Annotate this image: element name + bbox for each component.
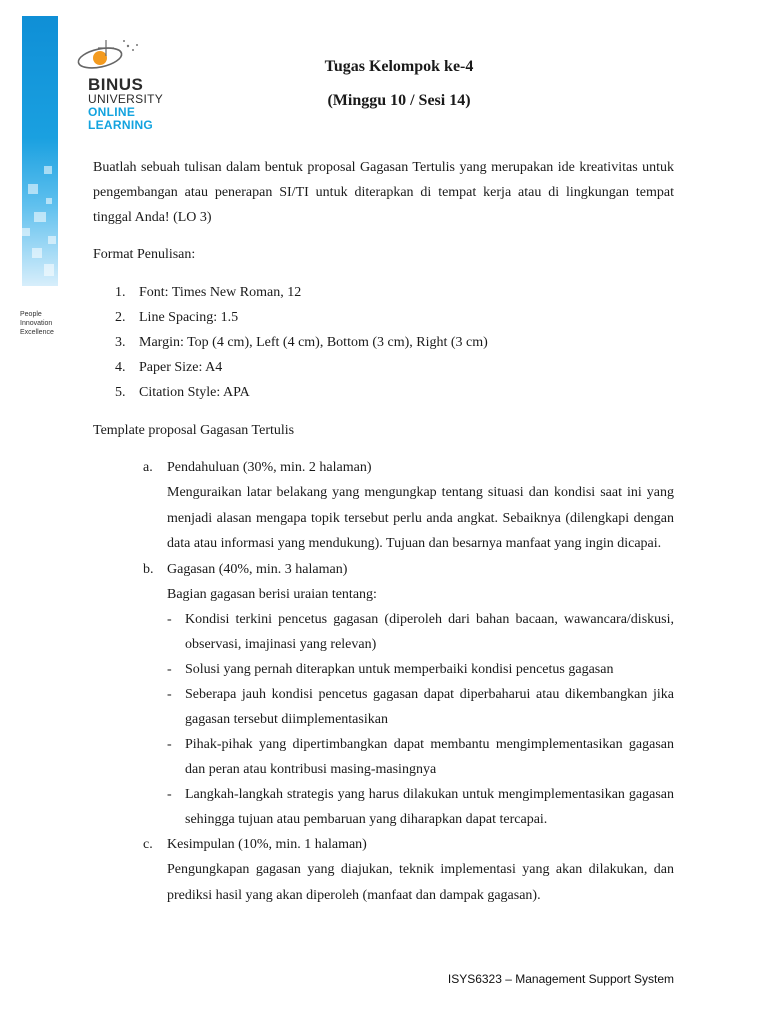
logo-university-text: UNIVERSITY [88, 92, 164, 106]
section-heading: Kesimpulan (10%, min. 1 halaman) [167, 837, 367, 852]
section-heading: Pendahuluan (30%, min. 2 halaman) [167, 460, 372, 475]
bullet-item: - Seberapa jauh kondisi pencetus gagasan dapat diperbaharui atau dikembangkan jika gagasan tersebut diimplementasikan [167, 687, 674, 727]
section-gagasan [93, 557, 674, 833]
section-letter: b. [143, 561, 154, 577]
bullet-item: - Pihak-pihak yang dipertimbangkan dapat membantu mengimplementasikan gagasan dan peran atau kontribusi masing-masingnya [167, 737, 674, 777]
format-item: 5. Citation Style: APA [115, 385, 250, 400]
template-label: Template proposal Gagasan Tertulis [93, 423, 295, 438]
format-item: 2. Line Spacing: 1.5 [115, 310, 239, 325]
section-description: Pengungkapan gagasan yang diajukan, teknik implementasi yang akan dilakukan, dan prediksi hasil yang akan diperoleh (manfaat dan dampak gagasan). [167, 862, 674, 903]
document-title: Tugas Kelompok ke-4 [324, 58, 474, 75]
page-footer: ISYS6323 – Management Support System [447, 972, 674, 986]
section-letter: c. [143, 837, 153, 852]
section-pendahuluan [93, 455, 674, 557]
logo-learning-text: LEARNING [88, 118, 154, 132]
bullet-item: - Kondisi terkini pencetus gagasan (diperoleh dari bahan bacaan, wawancara/diskusi, observasi, imajinasi yang relevan) [167, 612, 674, 652]
format-list [93, 280, 674, 405]
document-subtitle: (Minggu 10 / Sesi 14) [327, 92, 471, 109]
format-item: 1. Font: Times New Roman, 12 [115, 285, 302, 300]
logo-online-text: ONLINE [88, 105, 136, 119]
document-body [93, 155, 674, 908]
binus-logo [76, 36, 196, 136]
section-letter: a. [143, 460, 153, 475]
bullet-item: - Solusi yang pernah diterapkan untuk memperbaiki kondisi pencetus gagasan [167, 662, 614, 677]
brand-color-strip [22, 16, 58, 286]
logo-binus-text: BINUS [88, 75, 144, 94]
section-description: Bagian gagasan berisi uraian tentang: [167, 586, 377, 602]
format-item: 4. Paper Size: A4 [115, 360, 223, 375]
format-item: 3. Margin: Top (4 cm), Left (4 cm), Bottom (3 cm), Right (3 cm) [115, 335, 488, 350]
section-heading: Gagasan (40%, min. 3 halaman) [167, 561, 348, 577]
brand-tagline: People Innovation Excellence [20, 311, 54, 336]
section-description: Menguraikan latar belakang yang mengungkap tentang situasi dan kondisi saat ini yang menjadi alasan mengapa topik tersebut perlu anda angkat. Sebaiknya (dilengkapi dengan data atau informasi yang mendukung). Tujuan dan besarnya manfaat yang ingin dicapai. [167, 485, 674, 551]
section-kesimpulan [93, 832, 674, 908]
bullet-item: - Langkah-langkah strategis yang harus dilakukan untuk mengimplementasikan gagasan sehingga tujuan atau pembaruan yang diharapkan dapat tercapai. [167, 787, 674, 827]
intro-paragraph: Buatlah sebuah tulisan dalam bentuk proposal Gagasan Tertulis yang merupakan ide kreativitas untuk pengembangan atau penerapan SI/TI untuk diterapkan di tempat kerja atau di lingkungan tempat tinggal Anda! (LO 3) [93, 160, 674, 225]
format-label: Format Penulisan: [93, 247, 196, 262]
